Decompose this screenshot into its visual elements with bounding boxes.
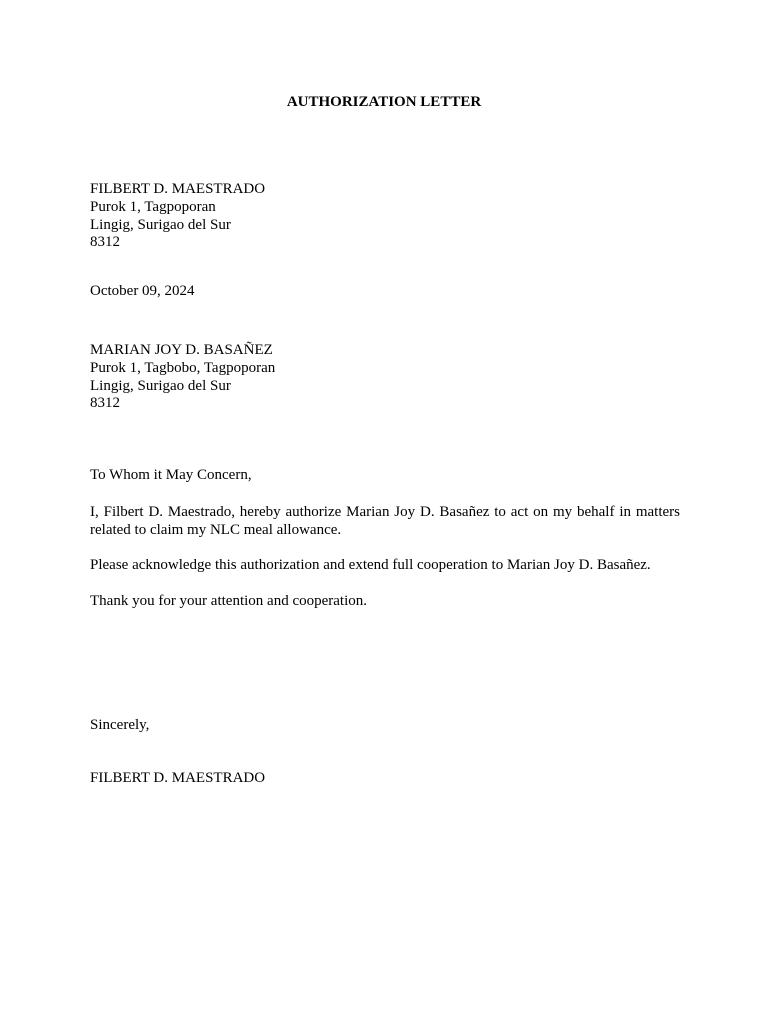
body-paragraph-authorization: I, Filbert D. Maestrado, hereby authorize Marian Joy D. Basañez to act on my behalf in matters related to claim my NLC meal allowance.: [90, 504, 680, 538]
valediction: Sincerely,: [90, 717, 150, 733]
sender-name: FILBERT D. MAESTRADO: [90, 181, 266, 197]
sender-address-block: [90, 181, 690, 252]
salutation-block: [90, 467, 690, 485]
recipient-address-block: [90, 342, 690, 413]
body-paragraph-acknowledge: Please acknowledge this authorization and extend full cooperation to Marian Joy D. Basañez.: [90, 557, 651, 573]
valediction-block: [90, 717, 690, 735]
letter-date: October 09, 2024: [90, 283, 195, 299]
recipient-name: MARIAN JOY D. BASAÑEZ: [90, 342, 273, 358]
letter-date-block: [90, 283, 690, 301]
salutation: To Whom it May Concern,: [90, 467, 252, 483]
sender-address-line2: Lingig, Surigao del Sur: [90, 216, 231, 233]
sender-postal-code: 8312: [90, 234, 120, 251]
recipient-postal-code: 8312: [90, 395, 120, 412]
signature-block: [90, 770, 690, 788]
recipient-address-line2: Lingig, Surigao del Sur: [90, 377, 231, 394]
letter-title: AUTHORIZATION LETTER: [286, 94, 482, 110]
body-paragraph-thanks: Thank you for your attention and cooperation.: [90, 593, 368, 609]
recipient-address-line1: Purok 1, Tagbobo, Tagpoporan: [90, 359, 276, 376]
signatory-name: FILBERT D. MAESTRADO: [90, 770, 266, 786]
sender-address-line1: Purok 1, Tagpoporan: [90, 198, 216, 215]
